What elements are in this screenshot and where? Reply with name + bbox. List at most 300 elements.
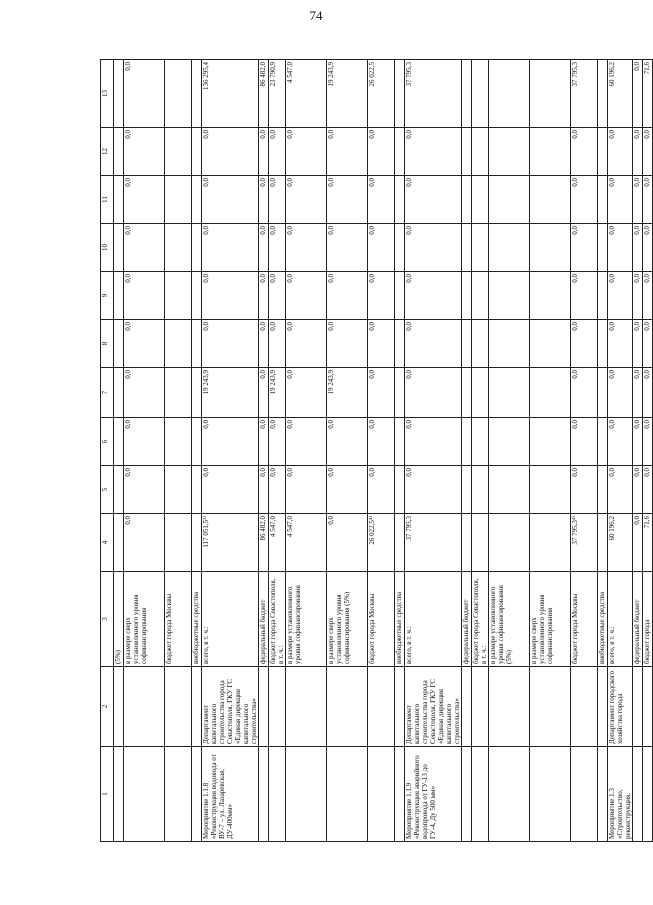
table-cell: 0,0 bbox=[202, 466, 259, 514]
table-cell bbox=[192, 418, 202, 466]
table-cell: 4 547,0 bbox=[269, 514, 286, 572]
table-cell: федеральный бюджет bbox=[633, 572, 643, 667]
column-header: 2 bbox=[101, 667, 114, 747]
table-cell bbox=[462, 747, 472, 842]
table-cell bbox=[598, 466, 608, 514]
table-cell: 0,0 bbox=[327, 128, 368, 176]
column-header: 1 bbox=[101, 747, 114, 842]
table-cell: 0,0 bbox=[269, 272, 286, 320]
table-cell: 0,0 bbox=[286, 320, 327, 368]
table-cell bbox=[598, 224, 608, 272]
table-cell bbox=[165, 466, 192, 514]
table-cell: 37 795,3 bbox=[405, 514, 462, 572]
table-cell: 117 051,5²⁾ bbox=[202, 514, 259, 572]
table-cell bbox=[165, 418, 192, 466]
table-cell bbox=[530, 60, 571, 128]
column-header: 6 bbox=[101, 418, 114, 466]
table-cell bbox=[571, 667, 598, 747]
table-cell bbox=[114, 176, 124, 224]
table-cell bbox=[462, 224, 472, 272]
table-cell: 0,0 bbox=[633, 368, 643, 418]
table-cell bbox=[472, 418, 489, 466]
table-cell bbox=[114, 514, 124, 572]
table-cell: 0,0 bbox=[643, 272, 653, 320]
table-cell bbox=[472, 514, 489, 572]
table-cell bbox=[165, 514, 192, 572]
table-cell bbox=[114, 747, 124, 842]
column-header: 7 bbox=[101, 368, 114, 418]
table-cell bbox=[530, 466, 571, 514]
table-cell: 0,0 bbox=[571, 224, 598, 272]
table-cell bbox=[598, 176, 608, 224]
table-cell bbox=[165, 128, 192, 176]
table-cell: 4 547,0 bbox=[286, 514, 327, 572]
table-cell: 0,0 bbox=[643, 418, 653, 466]
table-cell: 0,0 bbox=[571, 320, 598, 368]
table-cell: 0,0 bbox=[286, 176, 327, 224]
table-cell: 0,0 bbox=[327, 272, 368, 320]
rotated-table-container bbox=[100, 62, 651, 842]
table-row bbox=[608, 60, 633, 842]
table-cell bbox=[462, 272, 472, 320]
table-cell: Мероприятие 1.1.8 «Реконструкция водовода от ВУ-7 – ул. Лазаревская, ДУ-400мм» bbox=[202, 747, 259, 842]
table-cell: 0,0 bbox=[608, 224, 633, 272]
table-cell: 0,0 bbox=[202, 320, 259, 368]
table-cell bbox=[598, 418, 608, 466]
table-cell: 0,0 bbox=[202, 418, 259, 466]
table-cell: 0,0 bbox=[368, 418, 395, 466]
table-cell: 0,0 bbox=[368, 128, 395, 176]
table-row bbox=[405, 60, 462, 842]
table-cell: 0,0 bbox=[608, 368, 633, 418]
table-cell bbox=[165, 320, 192, 368]
table-cell bbox=[472, 224, 489, 272]
table-cell bbox=[472, 176, 489, 224]
table-cell: 0,0 bbox=[124, 176, 165, 224]
table-cell bbox=[530, 747, 571, 842]
table-cell bbox=[462, 128, 472, 176]
table-cell: 136 295,4 bbox=[202, 60, 259, 128]
table-cell: 0,0 bbox=[124, 128, 165, 176]
table-cell: бюджет города bbox=[643, 572, 653, 667]
table-cell: 0,0 bbox=[368, 320, 395, 368]
table-cell bbox=[395, 514, 405, 572]
table-cell: 0,0 bbox=[286, 368, 327, 418]
table-cell bbox=[114, 60, 124, 128]
table-cell bbox=[571, 747, 598, 842]
table-cell: 0,0 bbox=[643, 320, 653, 368]
table-cell: бюджет города Севастополя, в т. ч.: bbox=[269, 572, 286, 667]
table-cell bbox=[472, 60, 489, 128]
table-cell: 23 790,9 bbox=[269, 60, 286, 128]
table-cell bbox=[395, 747, 405, 842]
table-cell: всего, в т. ч.: bbox=[202, 572, 259, 667]
table-cell bbox=[269, 667, 286, 747]
header-row bbox=[101, 60, 114, 842]
table-cell bbox=[192, 747, 202, 842]
table-cell bbox=[530, 368, 571, 418]
table-cell bbox=[395, 466, 405, 514]
table-cell: Департамент капитального строительства города Севастополя, ГКУ ГС «Единая дирекция капитального строительства» bbox=[202, 667, 259, 747]
table-cell: 0,0 bbox=[259, 418, 269, 466]
table-cell: 0,0 bbox=[202, 272, 259, 320]
table-cell bbox=[489, 466, 530, 514]
table-cell bbox=[530, 418, 571, 466]
table-cell bbox=[114, 224, 124, 272]
table-cell: 0,0 bbox=[124, 466, 165, 514]
table-row bbox=[114, 60, 124, 842]
table-cell: 0,0 bbox=[286, 224, 327, 272]
table-cell bbox=[633, 667, 643, 747]
table-cell: федеральный бюджет bbox=[462, 572, 472, 667]
table-cell: 0,0 bbox=[633, 60, 643, 128]
table-cell bbox=[192, 60, 202, 128]
table-cell bbox=[368, 747, 395, 842]
table-row bbox=[472, 60, 489, 842]
table-cell: 0,0 bbox=[124, 320, 165, 368]
budget-table bbox=[100, 59, 653, 842]
table-cell: 0,0 bbox=[286, 272, 327, 320]
table-cell: 71,6 bbox=[643, 60, 653, 128]
table-cell bbox=[192, 272, 202, 320]
table-cell bbox=[472, 368, 489, 418]
table-cell: 0,0 bbox=[269, 418, 286, 466]
column-header: 9 bbox=[101, 272, 114, 320]
table-cell: 0,0 bbox=[269, 128, 286, 176]
table-row bbox=[368, 60, 395, 842]
table-cell: 0,0 bbox=[633, 224, 643, 272]
table-cell: Департамент капитального строительства города Севастополя, ГКУ ГС «Единая дирекция капитального строительства» bbox=[405, 667, 462, 747]
table-cell bbox=[489, 128, 530, 176]
table-cell bbox=[368, 667, 395, 747]
table-cell bbox=[598, 60, 608, 128]
table-cell: 0,0 bbox=[327, 320, 368, 368]
table-cell bbox=[530, 320, 571, 368]
table-cell bbox=[530, 667, 571, 747]
table-cell bbox=[395, 368, 405, 418]
table-cell: Мероприятие 1.3 «Строительство, реконструкция, bbox=[608, 747, 633, 842]
table-cell: 86 482,0 bbox=[259, 514, 269, 572]
table-cell bbox=[598, 128, 608, 176]
table-cell: 0,0 bbox=[124, 418, 165, 466]
table-cell bbox=[598, 320, 608, 368]
table-cell: 0,0 bbox=[643, 224, 653, 272]
table-cell: 0,0 bbox=[405, 368, 462, 418]
table-cell bbox=[395, 224, 405, 272]
table-cell: бюджет города Севастополя, в т. ч.: bbox=[472, 572, 489, 667]
table-cell bbox=[114, 466, 124, 514]
table-cell: 0,0 bbox=[633, 514, 643, 572]
table-cell: 60 196,2 bbox=[608, 60, 633, 128]
table-cell: 4 547,0 bbox=[286, 60, 327, 128]
table-cell bbox=[462, 176, 472, 224]
table-cell: 19 243,9 bbox=[327, 60, 368, 128]
table-cell: 0,0 bbox=[368, 272, 395, 320]
table-cell: Мероприятие 1.1.9 «Реконструкция аварийного водопровода от ГУ-13 до ГУ-4, Ду 500 мм» bbox=[405, 747, 462, 842]
table-cell bbox=[489, 176, 530, 224]
table-cell: 86 482,0 bbox=[259, 60, 269, 128]
table-cell: 0,0 bbox=[643, 368, 653, 418]
table-cell: внебюджетные средства bbox=[192, 572, 202, 667]
table-cell bbox=[165, 272, 192, 320]
table-cell: 0,0 bbox=[633, 128, 643, 176]
table-cell: 0,0 bbox=[269, 224, 286, 272]
table-cell bbox=[259, 667, 269, 747]
column-header: 3 bbox=[101, 572, 114, 667]
table-cell: 26 022,5 bbox=[368, 60, 395, 128]
table-cell: 0,0 bbox=[368, 176, 395, 224]
table-cell bbox=[598, 368, 608, 418]
table-cell: 0,0 bbox=[368, 466, 395, 514]
table-cell bbox=[192, 176, 202, 224]
table-cell: 0,0 bbox=[571, 368, 598, 418]
table-cell bbox=[530, 514, 571, 572]
table-row bbox=[633, 60, 643, 842]
table-cell bbox=[259, 747, 269, 842]
table-row bbox=[462, 60, 472, 842]
table-cell bbox=[114, 667, 124, 747]
table-cell: 0,0 bbox=[571, 418, 598, 466]
table-cell: 0,0 bbox=[405, 224, 462, 272]
table-cell: 37 795,3⁴⁾ bbox=[571, 514, 598, 572]
table-cell bbox=[598, 667, 608, 747]
table-cell bbox=[489, 418, 530, 466]
table-cell: в размере сверх установленного уровня софинансирования bbox=[124, 572, 165, 667]
table-cell bbox=[165, 368, 192, 418]
table-row bbox=[124, 60, 165, 842]
table-cell bbox=[192, 224, 202, 272]
table-row bbox=[489, 60, 530, 842]
table-cell bbox=[472, 320, 489, 368]
table-cell: 0,0 bbox=[608, 176, 633, 224]
table-row bbox=[598, 60, 608, 842]
table-cell bbox=[462, 466, 472, 514]
table-cell bbox=[462, 418, 472, 466]
table-cell: бюджет города Москвы bbox=[368, 572, 395, 667]
table-cell: всего, в т. ч.: bbox=[405, 572, 462, 667]
table-row bbox=[165, 60, 192, 842]
table-cell: 0,0 bbox=[633, 418, 643, 466]
table-row bbox=[259, 60, 269, 842]
table-cell: 0,0 bbox=[405, 128, 462, 176]
column-header: 10 bbox=[101, 224, 114, 272]
table-cell: 0,0 bbox=[286, 128, 327, 176]
table-cell: 0,0 bbox=[643, 128, 653, 176]
table-cell bbox=[165, 60, 192, 128]
table-cell: 0,0 bbox=[571, 128, 598, 176]
table-cell bbox=[192, 368, 202, 418]
table-cell: (5%) bbox=[114, 572, 124, 667]
column-header: 8 bbox=[101, 320, 114, 368]
table-cell: 0,0 bbox=[643, 466, 653, 514]
table-cell bbox=[286, 747, 327, 842]
table-cell bbox=[114, 128, 124, 176]
table-cell bbox=[472, 128, 489, 176]
table-cell: 0,0 bbox=[633, 176, 643, 224]
table-cell bbox=[114, 418, 124, 466]
table-cell: 0,0 bbox=[269, 176, 286, 224]
table-cell bbox=[165, 667, 192, 747]
table-cell bbox=[489, 368, 530, 418]
table-cell: 19 243,9 bbox=[202, 368, 259, 418]
table-cell: 0,0 bbox=[405, 176, 462, 224]
table-cell bbox=[124, 747, 165, 842]
table-cell bbox=[530, 176, 571, 224]
table-cell: 0,0 bbox=[124, 60, 165, 128]
table-cell: бюджет города Москвы bbox=[571, 572, 598, 667]
table-cell bbox=[489, 272, 530, 320]
table-cell bbox=[472, 466, 489, 514]
table-cell bbox=[327, 667, 368, 747]
table-cell bbox=[192, 514, 202, 572]
table-cell: 0,0 bbox=[608, 320, 633, 368]
table-cell: 0,0 bbox=[633, 272, 643, 320]
table-cell bbox=[395, 128, 405, 176]
table-cell: 0,0 bbox=[643, 176, 653, 224]
table-cell: 0,0 bbox=[608, 466, 633, 514]
table-cell bbox=[530, 272, 571, 320]
table-cell bbox=[462, 514, 472, 572]
table-row bbox=[269, 60, 286, 842]
page-number: 74 bbox=[309, 8, 323, 23]
table-cell: 0,0 bbox=[327, 514, 368, 572]
table-cell bbox=[530, 224, 571, 272]
table-row bbox=[530, 60, 571, 842]
table-cell: 0,0 bbox=[633, 466, 643, 514]
table-cell: 0,0 bbox=[633, 320, 643, 368]
table-cell: 0,0 bbox=[608, 272, 633, 320]
table-cell bbox=[165, 747, 192, 842]
table-cell bbox=[489, 60, 530, 128]
table-cell: в размере сверх установленного уровня софинансирования bbox=[530, 572, 571, 667]
table-cell bbox=[395, 418, 405, 466]
table-cell: 0,0 bbox=[368, 224, 395, 272]
table-cell: в размере установленного уровня софинансирования (5%) bbox=[489, 572, 530, 667]
table-cell bbox=[489, 747, 530, 842]
table-cell bbox=[395, 60, 405, 128]
table-cell bbox=[114, 320, 124, 368]
column-header: 5 bbox=[101, 466, 114, 514]
table-row bbox=[286, 60, 327, 842]
table-cell: бюджет города Москвы bbox=[165, 572, 192, 667]
table-cell bbox=[598, 514, 608, 572]
table-cell: 26 022,5⁴⁾ bbox=[368, 514, 395, 572]
table-cell: 0,0 bbox=[269, 320, 286, 368]
table-cell: 0,0 bbox=[259, 272, 269, 320]
column-header: 11 bbox=[101, 176, 114, 224]
table-cell: 37 795,3 bbox=[405, 60, 462, 128]
table-cell: внебюджетные средства bbox=[598, 572, 608, 667]
table-cell: 0,0 bbox=[405, 466, 462, 514]
table-cell bbox=[114, 368, 124, 418]
table-cell: 19 243,9 bbox=[269, 368, 286, 418]
table-cell: 0,0 bbox=[571, 272, 598, 320]
table-row bbox=[643, 60, 653, 842]
column-header: 13 bbox=[101, 60, 114, 128]
table-cell bbox=[165, 224, 192, 272]
table-cell bbox=[489, 514, 530, 572]
table-cell bbox=[489, 320, 530, 368]
table-cell bbox=[472, 272, 489, 320]
table-cell: в размере установленного уровня софинансирования bbox=[286, 572, 327, 667]
table-row bbox=[571, 60, 598, 842]
table-cell: 0,0 bbox=[124, 514, 165, 572]
table-cell: 0,0 bbox=[259, 368, 269, 418]
table-cell bbox=[462, 368, 472, 418]
table-cell bbox=[472, 747, 489, 842]
table-cell bbox=[269, 747, 286, 842]
table-cell: 0,0 bbox=[286, 466, 327, 514]
table-cell bbox=[114, 272, 124, 320]
table-cell: 37 795,3 bbox=[571, 60, 598, 128]
table-cell: 0,0 bbox=[259, 466, 269, 514]
table-cell: 60 196,2 bbox=[608, 514, 633, 572]
table-cell: в размере сверх установленного уровня софинансирования (5%) bbox=[327, 572, 368, 667]
table-cell bbox=[192, 320, 202, 368]
table-cell: 0,0 bbox=[124, 272, 165, 320]
table-cell: 0,0 bbox=[368, 368, 395, 418]
table-cell bbox=[286, 667, 327, 747]
table-cell bbox=[192, 128, 202, 176]
table-cell bbox=[462, 60, 472, 128]
table-cell bbox=[462, 320, 472, 368]
table-cell: федеральный бюджет bbox=[259, 572, 269, 667]
table-cell: 0,0 bbox=[571, 176, 598, 224]
table-cell bbox=[395, 272, 405, 320]
table-body bbox=[114, 60, 653, 842]
column-header: 4 bbox=[101, 514, 114, 572]
table-cell: 0,0 bbox=[259, 224, 269, 272]
table-cell: 0,0 bbox=[327, 466, 368, 514]
column-header: 12 bbox=[101, 128, 114, 176]
table-cell bbox=[598, 272, 608, 320]
table-row bbox=[202, 60, 259, 842]
table-cell: 0,0 bbox=[286, 418, 327, 466]
table-cell: 0,0 bbox=[571, 466, 598, 514]
table-cell: 0,0 bbox=[259, 320, 269, 368]
table-cell bbox=[165, 176, 192, 224]
table-cell: 71,6 bbox=[643, 514, 653, 572]
table-cell bbox=[192, 667, 202, 747]
table-cell bbox=[327, 747, 368, 842]
table-cell: всего, в т. ч.: bbox=[608, 572, 633, 667]
table-cell: 0,0 bbox=[608, 418, 633, 466]
table-cell: 0,0 bbox=[259, 128, 269, 176]
table-cell bbox=[472, 667, 489, 747]
table-cell bbox=[598, 747, 608, 842]
table-cell: 0,0 bbox=[259, 176, 269, 224]
table-row bbox=[395, 60, 405, 842]
table-cell: внебюджетные средства bbox=[395, 572, 405, 667]
table-cell bbox=[530, 128, 571, 176]
table-cell bbox=[395, 320, 405, 368]
table-cell bbox=[192, 466, 202, 514]
table-cell: 0,0 bbox=[405, 418, 462, 466]
table-cell bbox=[643, 747, 653, 842]
table-cell bbox=[395, 667, 405, 747]
table-cell: 19 243,9 bbox=[327, 368, 368, 418]
table-cell: 0,0 bbox=[202, 128, 259, 176]
table-cell: 0,0 bbox=[269, 466, 286, 514]
table-cell bbox=[489, 224, 530, 272]
table-cell bbox=[395, 176, 405, 224]
table-cell: 0,0 bbox=[327, 176, 368, 224]
table-cell: 0,0 bbox=[608, 128, 633, 176]
table-cell: 0,0 bbox=[124, 224, 165, 272]
table-cell: 0,0 bbox=[405, 320, 462, 368]
table-cell bbox=[462, 667, 472, 747]
table-cell: 0,0 bbox=[202, 176, 259, 224]
